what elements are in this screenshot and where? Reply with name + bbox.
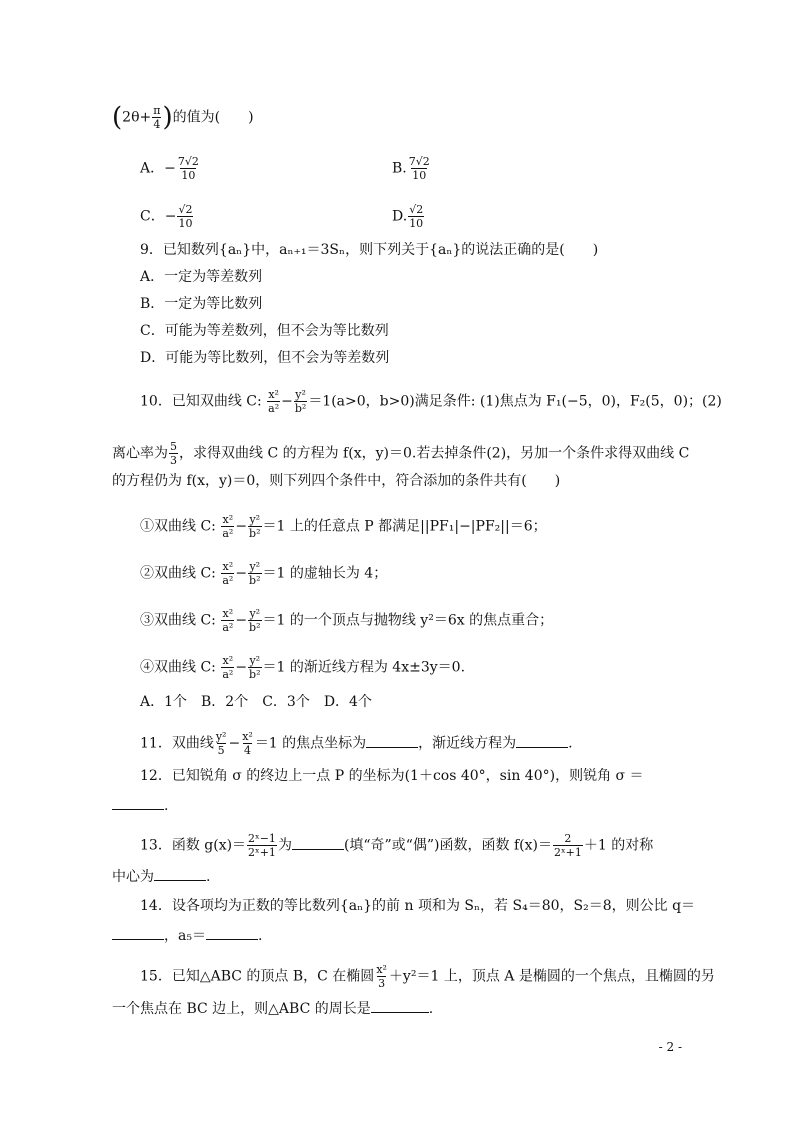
answer-blank[interactable] xyxy=(292,835,344,850)
q8-option-d: D. $\frac{√2}{10}$ xyxy=(392,203,424,230)
q14-line1: 14．设各项均为正数的等比数列{aₙ}的前 n 项和为 Sₙ，若 S₄＝80，S₂＝8，则公比 q＝ xyxy=(140,898,696,914)
q13-line2: 中心为 . xyxy=(112,866,210,887)
q12-line1: 12．已知锐角 σ 的终边上一点 P 的坐标为(1＋cos 40°，sin 40°)，则锐角 σ ＝ xyxy=(140,768,644,784)
answer-blank[interactable] xyxy=(206,925,258,940)
q15-line1: 15．已知△ABC 的顶点 B，C 在椭圆 $\frac{\text{x²}}{3}$ ＋y²＝1 上，顶点 A 是椭圆的一个焦点，且椭圆的另 xyxy=(140,963,715,990)
q10-options: A．1个 B．2个 C．3个 D．4个 xyxy=(140,694,372,710)
q10-condition-1: ①双曲线 C: $\frac{\text{x²}}{\text{a²}}$ − $\frac{\text{y²}}{\text{b²}}$ ＝1 上的任意点 P 都满足||PF₁|−|PF₂||＝6； xyxy=(140,513,547,540)
q10-stem-line3: 的方程仍为 f(x，y)＝0，则下列四个条件中，符合添加的条件共有( ) xyxy=(112,473,561,489)
q15-line2: 一个焦点在 BC 边上，则△ABC 的周长是 . xyxy=(112,998,433,1019)
q14-line2: ，a₅＝ . xyxy=(112,925,262,946)
q8-option-a: A．− $\frac{7√2}{10}$ xyxy=(140,155,199,182)
q10-stem-line1: 10．已知双曲线 C: $\frac{\text{x²}}{\text{a²}}$ − $\frac{\text{y²}}{\text{b²}}$ ＝1(a>0，b>0)满足条件: (1)焦点为 F₁(−5，0)，F₂(5，0)；(2) xyxy=(140,388,722,415)
q10-condition-3: ③双曲线 C: $\frac{\text{x²}}{\text{a²}}$ − $\frac{\text{y²}}{\text{b²}}$ ＝1 的一个顶点与抛物线 y²＝6x 的焦点重合； xyxy=(140,607,554,634)
page-number: - 2 - xyxy=(658,1040,682,1054)
answer-blank[interactable] xyxy=(154,866,206,881)
q8-stem-tail: (2θ+ $\frac{\pi}{4}$ )的值为( ) xyxy=(112,102,254,133)
q12-line2: . xyxy=(112,795,168,816)
answer-blank[interactable] xyxy=(112,925,164,940)
q8-option-c: C．− $\frac{√2}{10}$ xyxy=(140,203,193,230)
q10-stem-line2: 离心率为 $\frac{5}{3}$ ，求得双曲线 C 的方程为 f(x，y)＝0.若去掉条件(2)，另加一个条件求得双曲线 C xyxy=(112,440,690,467)
q13-line1: 13．函数 g(x)＝ $\frac{\text{2ˣ−1}}{\text{2ˣ+1}}$ 为 (填“奇”或“偶”)函数，函数 f(x)＝ $\frac{2}{\text{2ˣ+1}}$ ＋1 的对称 xyxy=(140,832,654,859)
q11: 11．双曲线 $\frac{\text{y²}}{5}$ − $\frac{\text{x²}}{4}$ ＝1 的焦点坐标为 ，渐近线方程为 . xyxy=(140,730,573,757)
q9-option-b: B．一定为等比数列 xyxy=(140,296,263,312)
q10-condition-2: ②双曲线 C: $\frac{\text{x²}}{\text{a²}}$ − $\frac{\text{y²}}{\text{b²}}$ ＝1 的虚轴长为 4； xyxy=(140,560,388,587)
answer-blank[interactable] xyxy=(112,795,164,810)
q9-option-a: A．一定为等差数列 xyxy=(140,269,263,285)
answer-blank[interactable] xyxy=(371,998,429,1013)
q9-option-d: D．可能为等比数列，但不会为等差数列 xyxy=(140,350,390,366)
q8-option-b: B. $\frac{7√2}{10}$ xyxy=(392,155,430,182)
answer-blank[interactable] xyxy=(366,733,418,748)
q9-option-c: C．可能为等差数列，但不会为等比数列 xyxy=(140,323,389,339)
q9-stem: 9．已知数列{aₙ}中，aₙ₊₁＝3Sₙ，则下列关于{aₙ}的说法正确的是( ) xyxy=(140,242,599,258)
answer-blank[interactable] xyxy=(516,733,568,748)
q10-condition-4: ④双曲线 C: $\frac{\text{x²}}{\text{a²}}$ − $\frac{\text{y²}}{\text{b²}}$ ＝1 的渐近线方程为 4x±3y＝0. xyxy=(140,654,466,681)
